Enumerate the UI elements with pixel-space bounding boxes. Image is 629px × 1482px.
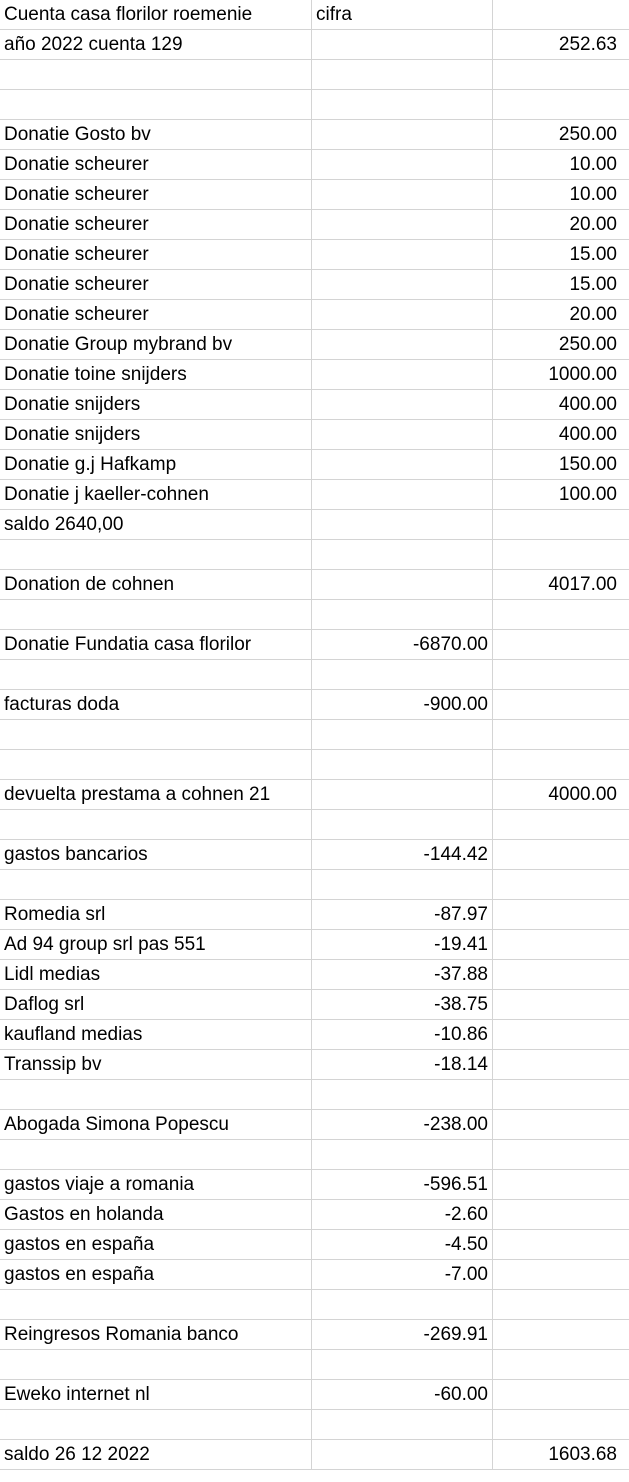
cell-expense[interactable] xyxy=(312,870,493,900)
cell-description[interactable]: saldo 2640,00 xyxy=(0,510,312,540)
cell-expense[interactable] xyxy=(312,1440,493,1470)
sheet-row xyxy=(0,840,629,870)
cell-expense[interactable] xyxy=(312,1140,493,1170)
cell-description[interactable]: año 2022 cuenta 129 xyxy=(0,30,312,60)
sheet-row xyxy=(0,1350,629,1380)
sheet-row xyxy=(0,1080,629,1110)
cell-income[interactable] xyxy=(493,660,629,690)
cell-description[interactable] xyxy=(0,750,312,780)
cell-description[interactable]: gastos en españa xyxy=(0,1260,312,1290)
cell-description[interactable] xyxy=(0,600,312,630)
cell-income[interactable] xyxy=(493,1320,629,1350)
cell-income[interactable]: 150.00 xyxy=(493,450,629,480)
sheet-row xyxy=(0,1290,629,1320)
cell-description[interactable] xyxy=(0,60,312,90)
sheet-row xyxy=(0,30,629,60)
sheet-row xyxy=(0,1050,629,1080)
sheet-row xyxy=(0,1440,629,1470)
cell-description[interactable]: Donatie scheurer xyxy=(0,150,312,180)
cell-description[interactable]: Donatie scheurer xyxy=(0,240,312,270)
cell-expense[interactable] xyxy=(312,300,493,330)
cell-description[interactable] xyxy=(0,720,312,750)
cell-income[interactable] xyxy=(493,510,629,540)
sheet-row xyxy=(0,1260,629,1290)
cell-description[interactable]: Donatie g.j Hafkamp xyxy=(0,450,312,480)
sheet-row xyxy=(0,720,629,750)
cell-expense[interactable]: -144.42 xyxy=(312,840,493,870)
cell-description[interactable] xyxy=(0,660,312,690)
sheet-row xyxy=(0,1140,629,1170)
cell-description[interactable]: Reingresos Romania banco xyxy=(0,1320,312,1350)
cell-income[interactable] xyxy=(493,930,629,960)
sheet-row xyxy=(0,1230,629,1260)
cell-income[interactable] xyxy=(493,1170,629,1200)
sheet-row xyxy=(0,240,629,270)
sheet-row xyxy=(0,690,629,720)
sheet-row xyxy=(0,900,629,930)
cell-expense[interactable]: -6870.00 xyxy=(312,630,493,660)
sheet-row xyxy=(0,930,629,960)
cell-income[interactable] xyxy=(493,60,629,90)
cell-expense[interactable]: -269.91 xyxy=(312,1320,493,1350)
cell-expense[interactable] xyxy=(312,30,493,60)
cell-expense[interactable]: -238.00 xyxy=(312,1110,493,1140)
cell-description[interactable]: Donatie scheurer xyxy=(0,210,312,240)
cell-income[interactable]: 4000.00 xyxy=(493,780,629,810)
cell-description[interactable]: devuelta prestama a cohnen 21 xyxy=(0,780,312,810)
cell-expense[interactable] xyxy=(312,540,493,570)
sheet-row xyxy=(0,330,629,360)
cell-income[interactable] xyxy=(493,1260,629,1290)
cell-income[interactable] xyxy=(493,0,629,30)
sheet-row xyxy=(0,1320,629,1350)
cell-description[interactable]: Donatie snijders xyxy=(0,420,312,450)
cell-expense[interactable] xyxy=(312,1410,493,1440)
cell-income[interactable] xyxy=(493,1020,629,1050)
sheet-row xyxy=(0,1170,629,1200)
cell-expense[interactable]: -900.00 xyxy=(312,690,493,720)
cell-expense[interactable]: -7.00 xyxy=(312,1260,493,1290)
sheet-row xyxy=(0,780,629,810)
cell-description[interactable]: Romedia srl xyxy=(0,900,312,930)
cell-expense[interactable] xyxy=(312,240,493,270)
cell-expense[interactable]: -596.51 xyxy=(312,1170,493,1200)
cell-income[interactable]: 1603.68 xyxy=(493,1440,629,1470)
cell-expense[interactable] xyxy=(312,1290,493,1320)
cell-description[interactable]: gastos viaje a romania xyxy=(0,1170,312,1200)
cell-expense[interactable] xyxy=(312,570,493,600)
cell-income[interactable] xyxy=(493,630,629,660)
cell-description[interactable]: Donatie j kaeller-cohnen xyxy=(0,480,312,510)
cell-description[interactable] xyxy=(0,870,312,900)
sheet-row xyxy=(0,450,629,480)
sheet-row xyxy=(0,270,629,300)
cell-income[interactable]: 10.00 xyxy=(493,180,629,210)
cell-description[interactable]: Donatie Gosto bv xyxy=(0,120,312,150)
cell-expense[interactable] xyxy=(312,660,493,690)
sheet-row xyxy=(0,1200,629,1230)
sheet-row xyxy=(0,630,629,660)
cell-income[interactable] xyxy=(493,1350,629,1380)
cell-income[interactable]: 15.00 xyxy=(493,240,629,270)
cell-expense[interactable] xyxy=(312,150,493,180)
sheet-row xyxy=(0,210,629,240)
cell-income[interactable] xyxy=(493,690,629,720)
cell-income[interactable] xyxy=(493,1080,629,1110)
cell-description[interactable] xyxy=(0,1410,312,1440)
cell-expense[interactable] xyxy=(312,180,493,210)
sheet-row xyxy=(0,1380,629,1410)
cell-expense[interactable] xyxy=(312,480,493,510)
cell-expense[interactable] xyxy=(312,360,493,390)
cell-description[interactable]: Daflog srl xyxy=(0,990,312,1020)
cell-income[interactable] xyxy=(493,810,629,840)
cell-income[interactable] xyxy=(493,720,629,750)
sheet-row xyxy=(0,0,629,30)
sheet-row xyxy=(0,1110,629,1140)
sheet-row xyxy=(0,480,629,510)
cell-income[interactable]: 250.00 xyxy=(493,330,629,360)
cell-description[interactable] xyxy=(0,1140,312,1170)
cell-description[interactable]: gastos en españa xyxy=(0,1230,312,1260)
cell-description[interactable] xyxy=(0,90,312,120)
sheet-row xyxy=(0,180,629,210)
cell-description[interactable]: Abogada Simona Popescu xyxy=(0,1110,312,1140)
cell-income[interactable] xyxy=(493,1110,629,1140)
cell-description[interactable]: Donatie scheurer xyxy=(0,270,312,300)
sheet-row xyxy=(0,570,629,600)
cell-expense[interactable] xyxy=(312,330,493,360)
sheet-row xyxy=(0,60,629,90)
cell-income[interactable]: 250.00 xyxy=(493,120,629,150)
sheet-row xyxy=(0,300,629,330)
cell-income[interactable]: 100.00 xyxy=(493,480,629,510)
sheet-row xyxy=(0,960,629,990)
cell-expense[interactable] xyxy=(312,720,493,750)
sheet-row xyxy=(0,750,629,780)
cell-expense[interactable]: -19.41 xyxy=(312,930,493,960)
sheet-row xyxy=(0,150,629,180)
cell-description[interactable] xyxy=(0,540,312,570)
cell-income[interactable] xyxy=(493,840,629,870)
cell-expense[interactable]: -87.97 xyxy=(312,900,493,930)
cell-expense[interactable]: -4.50 xyxy=(312,1230,493,1260)
cell-expense[interactable] xyxy=(312,90,493,120)
sheet-row xyxy=(0,600,629,630)
cell-expense[interactable] xyxy=(312,510,493,540)
cell-description[interactable]: facturas doda xyxy=(0,690,312,720)
cell-expense[interactable] xyxy=(312,210,493,240)
sheet-row xyxy=(0,660,629,690)
cell-income[interactable] xyxy=(493,990,629,1020)
cell-description[interactable]: gastos bancarios xyxy=(0,840,312,870)
cell-income[interactable] xyxy=(493,1140,629,1170)
sheet-row xyxy=(0,420,629,450)
cell-description[interactable]: Ad 94 group srl pas 551 xyxy=(0,930,312,960)
cell-expense[interactable] xyxy=(312,390,493,420)
cell-expense[interactable]: -18.14 xyxy=(312,1050,493,1080)
cell-income[interactable] xyxy=(493,1050,629,1080)
cell-income[interactable] xyxy=(493,1410,629,1440)
sheet-row xyxy=(0,810,629,840)
cell-description[interactable]: Cuenta casa florilor roemenie xyxy=(0,0,312,30)
cell-expense[interactable] xyxy=(312,1350,493,1380)
cell-income[interactable] xyxy=(493,1290,629,1320)
cell-description[interactable]: Lidl medias xyxy=(0,960,312,990)
cell-description[interactable]: Eweko internet nl xyxy=(0,1380,312,1410)
cell-expense[interactable] xyxy=(312,60,493,90)
sheet-row xyxy=(0,990,629,1020)
cell-description[interactable]: Transsip bv xyxy=(0,1050,312,1080)
cell-expense[interactable]: -2.60 xyxy=(312,1200,493,1230)
cell-description[interactable] xyxy=(0,1290,312,1320)
cell-description[interactable] xyxy=(0,1080,312,1110)
sheet-row xyxy=(0,120,629,150)
sheet-row xyxy=(0,360,629,390)
cell-description[interactable]: Gastos en holanda xyxy=(0,1200,312,1230)
sheet-row xyxy=(0,90,629,120)
cell-expense[interactable] xyxy=(312,600,493,630)
cell-description[interactable]: Donatie scheurer xyxy=(0,300,312,330)
cell-income[interactable] xyxy=(493,870,629,900)
cell-income[interactable] xyxy=(493,1200,629,1230)
sheet-row xyxy=(0,1410,629,1440)
cell-income[interactable]: 15.00 xyxy=(493,270,629,300)
cell-expense[interactable] xyxy=(312,810,493,840)
cell-income[interactable]: 400.00 xyxy=(493,390,629,420)
cell-expense[interactable] xyxy=(312,750,493,780)
cell-income[interactable] xyxy=(493,960,629,990)
cell-income[interactable] xyxy=(493,750,629,780)
sheet-row xyxy=(0,870,629,900)
cell-income[interactable]: 20.00 xyxy=(493,300,629,330)
cell-description[interactable] xyxy=(0,810,312,840)
sheet-row xyxy=(0,540,629,570)
sheet-row xyxy=(0,1020,629,1050)
cell-income[interactable]: 20.00 xyxy=(493,210,629,240)
cell-income[interactable] xyxy=(493,600,629,630)
cell-expense[interactable]: -10.86 xyxy=(312,1020,493,1050)
cell-description[interactable] xyxy=(0,1350,312,1380)
cell-expense[interactable]: -37.88 xyxy=(312,960,493,990)
cell-income[interactable] xyxy=(493,540,629,570)
cell-expense[interactable]: -38.75 xyxy=(312,990,493,1020)
cell-income[interactable]: 10.00 xyxy=(493,150,629,180)
cell-expense[interactable] xyxy=(312,420,493,450)
cell-expense[interactable] xyxy=(312,450,493,480)
cell-income[interactable]: 4017.00 xyxy=(493,570,629,600)
cell-description[interactable]: Donatie Group mybrand bv xyxy=(0,330,312,360)
cell-income[interactable]: 400.00 xyxy=(493,420,629,450)
cell-description[interactable]: Donatie scheurer xyxy=(0,180,312,210)
cell-income[interactable]: 1000.00 xyxy=(493,360,629,390)
cell-expense[interactable] xyxy=(312,780,493,810)
cell-description[interactable]: kaufland medias xyxy=(0,1020,312,1050)
cell-income[interactable]: 252.63 xyxy=(493,30,629,60)
cell-description[interactable]: Donation de cohnen xyxy=(0,570,312,600)
sheet-row xyxy=(0,390,629,420)
cell-expense[interactable] xyxy=(312,1080,493,1110)
cell-income[interactable] xyxy=(493,1380,629,1410)
cell-expense[interactable]: -60.00 xyxy=(312,1380,493,1410)
sheet-row xyxy=(0,510,629,540)
cell-expense[interactable]: cifra xyxy=(312,0,493,30)
cell-description[interactable]: Donatie snijders xyxy=(0,390,312,420)
cell-expense[interactable] xyxy=(312,120,493,150)
cell-income[interactable] xyxy=(493,90,629,120)
cell-income[interactable] xyxy=(493,1230,629,1260)
cell-description[interactable]: Donatie toine snijders xyxy=(0,360,312,390)
cell-expense[interactable] xyxy=(312,270,493,300)
cell-income[interactable] xyxy=(493,900,629,930)
cell-description[interactable]: saldo 26 12 2022 xyxy=(0,1440,312,1470)
cell-description[interactable]: Donatie Fundatia casa florilor xyxy=(0,630,312,660)
